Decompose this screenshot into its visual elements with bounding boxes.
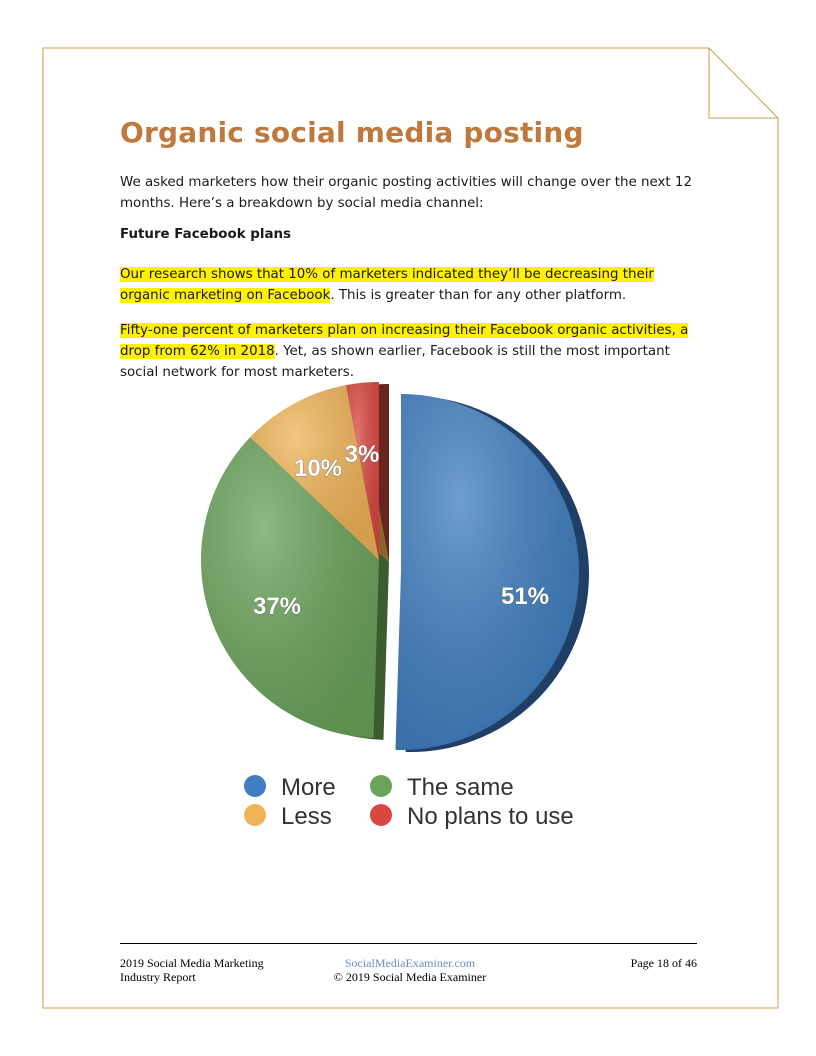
page-title: Organic social media posting	[120, 116, 584, 149]
paragraph-text: . Yet, as shown earlier, Facebook is still the most important social network for most marketers.	[120, 344, 670, 380]
footer-copyright: © 2019 Social Media Examiner	[333, 970, 487, 984]
legend-label-more: More	[281, 774, 336, 801]
paragraph-text: . This is greater than for any other platform.	[330, 288, 627, 303]
legend-swatch-more	[244, 775, 266, 797]
legend-label-no-plans-to-use: No plans to use	[407, 803, 574, 830]
footer-report-line1: 2019 Social Media Marketing	[120, 956, 264, 970]
pie-label-the-same: 37%	[252, 593, 302, 620]
footer-website-link[interactable]: SocialMediaExaminer.com	[344, 956, 476, 970]
footer-center	[300, 956, 520, 984]
pie-label-more: 51%	[500, 583, 550, 610]
legend-swatch-less	[244, 804, 266, 826]
pie-label-less: 10%	[293, 455, 343, 482]
section-subheading: Future Facebook plans	[120, 227, 291, 242]
intro-paragraph: We asked marketers how their organic posting activities will change over the next 12 months. Here’s a breakdown by social media channel:	[120, 175, 692, 211]
legend-swatch-the-same	[370, 775, 392, 797]
footer-page-number: Page 18 of 46	[630, 956, 697, 970]
legend-swatch-no-plans-to-use	[370, 804, 392, 826]
pie-slice-gloss	[395, 394, 579, 750]
legend-label-the-same: The same	[407, 774, 514, 801]
footer-rule	[120, 943, 697, 944]
footer-report-name	[120, 956, 320, 984]
highlighted-text: Fifty-one percent of marketers plan on increasing their Facebook organic activities, a drop from 62% in 2018	[120, 323, 689, 359]
legend-label-less: Less	[281, 803, 332, 830]
footer-report-line2: Industry Report	[120, 970, 196, 984]
pie-label-no-plans-to-use: 3%	[344, 441, 380, 468]
highlighted-text: Our research shows that 10% of marketers indicated they’ll be decreasing their organic marketing on Facebook	[120, 267, 654, 303]
